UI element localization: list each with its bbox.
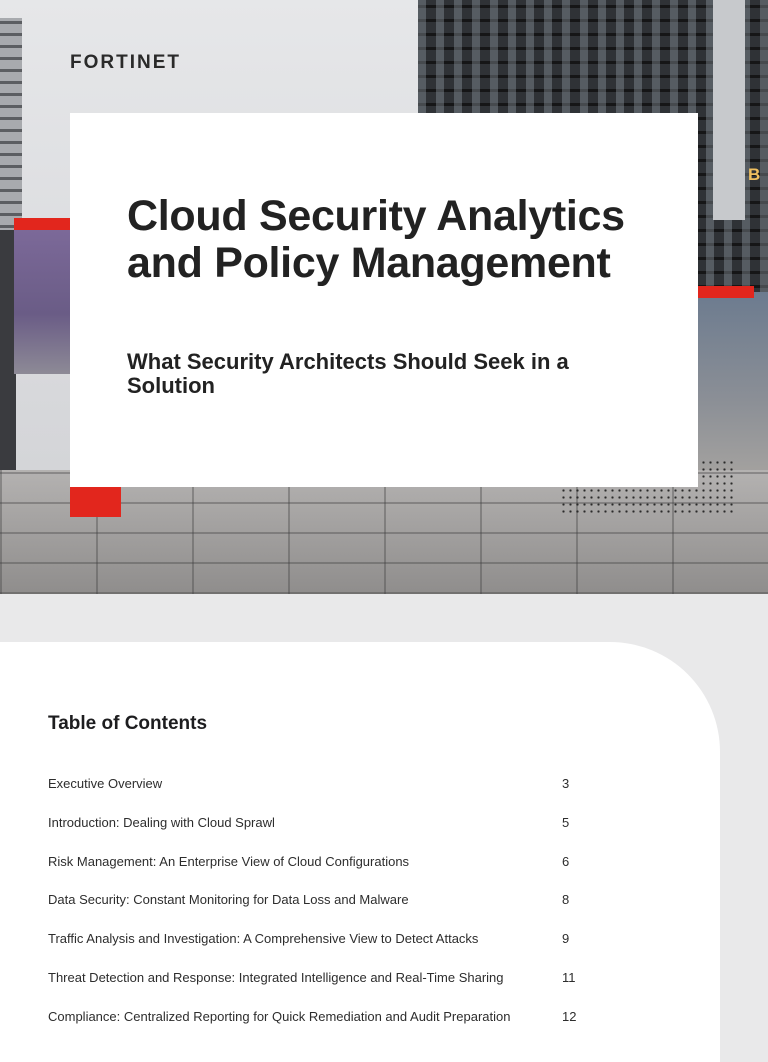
plaza-left-image	[14, 224, 70, 374]
building-sign: B	[748, 165, 761, 184]
toc-item[interactable]	[48, 890, 588, 929]
red-accent-left	[14, 218, 70, 230]
building-pillar-image	[713, 0, 745, 220]
toc-item[interactable]	[48, 1007, 588, 1046]
toc-item-page: 12	[562, 1008, 577, 1024]
toc-item[interactable]	[48, 968, 588, 1007]
toc-item-page: 6	[562, 853, 570, 869]
toc-item-label: Traffic Analysis and Investigation: A Comprehensive View to Detect Attacks	[48, 931, 479, 947]
red-accent-right	[698, 286, 754, 298]
toc-item-page: 5	[562, 814, 570, 830]
toc-item-page: 8	[562, 892, 570, 908]
toc-item-page: 11	[562, 969, 576, 985]
red-accent-block	[70, 487, 121, 517]
toc-item-label: Compliance: Centralized Reporting for Quick Remediation and Audit Preparation	[48, 1008, 511, 1024]
toc-item-label: Threat Detection and Response: Integrated Intelligence and Real-Time Sharing	[48, 969, 504, 985]
toc-item[interactable]	[48, 813, 588, 852]
toc-list	[48, 774, 588, 1046]
toc-item-page: 9	[562, 931, 570, 947]
fortinet-logo: FORTINET	[70, 52, 181, 73]
title-card	[70, 113, 698, 487]
toc-item[interactable]	[48, 929, 588, 968]
toc-heading: Table of Contents	[48, 713, 208, 734]
document-subtitle: What Security Architects Should Seek in a Solution	[127, 349, 569, 398]
toc-item-label: Risk Management: An Enterprise View of Cloud Configurations	[48, 853, 410, 869]
toc-item-label: Executive Overview	[48, 776, 163, 791]
toc-item[interactable]	[48, 774, 588, 813]
document-title: Cloud Security Analytics and Policy Management	[127, 192, 625, 287]
plaza-right-image	[698, 292, 768, 472]
toc-item-page: 3	[562, 776, 570, 791]
toc-item[interactable]	[48, 852, 588, 891]
toc-item-label: Data Security: Constant Monitoring for Data Loss and Malware	[48, 892, 409, 908]
toc-item-label: Introduction: Dealing with Cloud Sprawl	[48, 814, 275, 830]
